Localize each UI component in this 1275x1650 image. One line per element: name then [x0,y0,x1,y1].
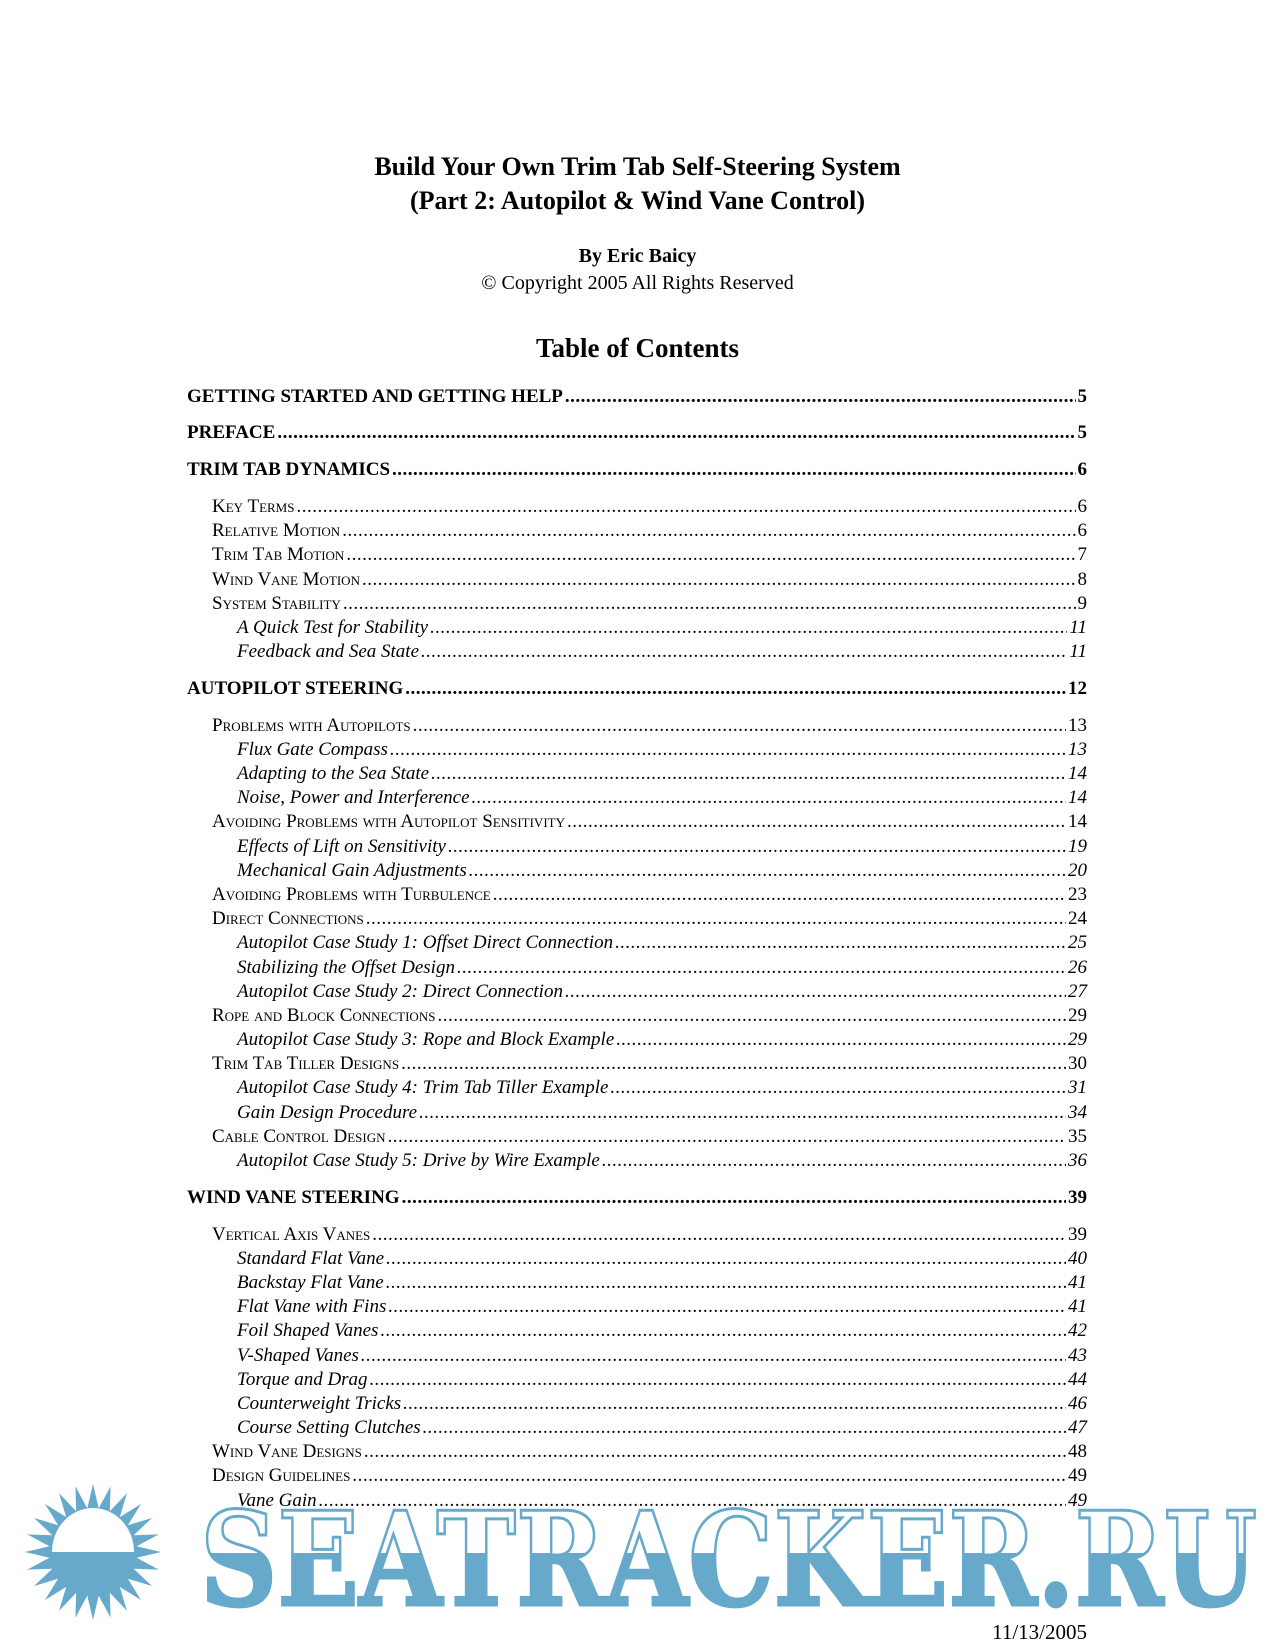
toc-entry[interactable] [187,931,1087,955]
toc-entry-page: 13 [1068,714,1087,736]
toc-entry-label: Counterweight Tricks [237,1392,402,1414]
toc-entry-label: Flux Gate Compass [237,738,388,760]
toc-entry-label: Avoiding Problems with Turbulence [212,883,491,905]
toc-entry-label: Standard Flat Vane [237,1247,385,1269]
toc-entry-page: 20 [1068,859,1087,881]
toc-entry-label: Direct Connections [212,908,364,930]
toc-entry-page: 14 [1068,787,1087,809]
toc-entry-page: 41 [1068,1296,1087,1318]
toc-entry-page: 36 [1068,1150,1087,1171]
toc-leader-dots [437,1004,1066,1028]
toc-entry[interactable] [187,907,1087,931]
toc-entry-page: 24 [1068,908,1087,930]
toc-entry[interactable] [187,543,1087,567]
toc-entry-label: Vane Gain [237,1489,317,1511]
toc-entry[interactable] [187,1247,1087,1271]
toc-entry[interactable] [187,1186,1087,1210]
toc-leader-dots [616,1028,1066,1052]
toc-entry-label: Gain Design Procedure [237,1101,418,1123]
toc-entry-label: Rope and Block Connections [212,1004,436,1026]
toc-entry-label: Autopilot Case Study 2: Direct Connection [237,980,563,1002]
toc-leader-dots [361,1344,1066,1368]
toc-entry-label: PREFACE [187,422,276,444]
toc-leader-dots [380,1319,1066,1343]
toc-entry-label: Autopilot Case Study 5: Drive by Wire Example [237,1150,600,1171]
toc-entry[interactable] [187,1295,1087,1319]
toc-leader-dots [615,931,1066,955]
toc-leader-dots [388,1125,1066,1149]
toc-entry-label: Problems with Autopilots [212,714,411,736]
toc-entry[interactable] [187,677,1087,701]
toc-entry[interactable] [187,738,1087,762]
toc-entry[interactable] [187,1271,1087,1295]
toc-entry[interactable] [187,786,1087,810]
toc-entry-page: 29 [1068,1029,1087,1051]
toc-leader-dots [386,1271,1066,1295]
toc-entry-label: Mechanical Gain Adjustments [237,859,467,881]
toc-entry[interactable] [187,385,1087,409]
document-subtitle: (Part 2: Autopilot & Wind Vane Control) [409,186,866,215]
document-title: Build Your Own Trim Tab Self-Steering System [374,152,901,181]
toc-entry-page: 39 [1068,1186,1087,1208]
toc-entry-label: Stabilizing the Offset Design [237,956,455,978]
toc-entry[interactable] [187,1052,1087,1076]
toc-entry-page: 12 [1068,677,1087,699]
toc-leader-dots [565,980,1066,1004]
toc-entry-page: 48 [1068,1441,1087,1463]
toc-leader-dots [610,1076,1066,1100]
toc-entry[interactable] [187,640,1087,664]
toc-entry-page: 49 [1068,1489,1087,1511]
toc-entry[interactable] [187,1223,1087,1247]
toc-entry[interactable] [187,592,1087,616]
toc-entry-label: Torque and Drag [237,1368,368,1390]
toc-leader-dots [419,1101,1066,1125]
toc-entry-page: 6 [1077,495,1087,517]
toc-leader-dots [565,385,1076,409]
toc-entry-page: 39 [1068,1223,1087,1245]
toc-entry-page: 35 [1068,1125,1087,1147]
toc-entry-page: 44 [1068,1368,1087,1390]
toc-entry-label: Trim Tab Tiller Designs [212,1053,400,1075]
toc-entry[interactable] [187,495,1087,519]
toc-entry-label: Relative Motion [212,520,341,542]
toc-entry-label: Avoiding Problems with Autopilot Sensitivity [212,811,565,833]
toc-leader-dots [402,1186,1066,1210]
toc-entry-label: Feedback and Sea State [237,641,420,663]
toc-leader-dots [343,592,1076,616]
toc-entry-label: Foil Shaped Vanes [237,1320,379,1342]
toc-leader-dots [401,1052,1066,1076]
toc-entry[interactable] [187,1004,1087,1028]
toc-leader-dots [366,907,1066,931]
footer-date: 11/13/2005 [992,1620,1087,1644]
toc-leader-dots [602,1149,1066,1173]
toc-entry[interactable] [187,835,1087,859]
toc-entry-label: AUTOPILOT STEERING [187,677,404,699]
toc-leader-dots [392,458,1075,482]
toc-leader-dots [457,956,1066,980]
toc-entry[interactable] [187,1416,1087,1440]
toc-entry[interactable] [187,616,1087,640]
toc-entry[interactable] [187,1319,1087,1343]
toc-entry[interactable] [187,1076,1087,1100]
toc-entry-page: 47 [1068,1417,1087,1439]
toc-entry-label: TRIM TAB DYNAMICS [187,459,391,481]
toc-entry-page: 5 [1077,422,1087,444]
toc-entry-page: 27 [1068,980,1087,1002]
toc-entry-page: 43 [1068,1344,1087,1366]
toc-entry[interactable] [187,1028,1087,1052]
toc-entry[interactable] [187,714,1087,738]
toc-entry-label: Course Setting Clutches [237,1417,421,1439]
table-of-contents [187,372,1087,1513]
toc-entry[interactable] [187,1392,1087,1416]
toc-entry-page: 41 [1068,1271,1087,1293]
toc-entry-page: 30 [1068,1053,1087,1075]
toc-entry-label: Effects of Lift on Sensitivity [237,835,446,857]
toc-entry[interactable] [187,956,1087,980]
watermark-text: SEATRACKER.RU [200,1483,1257,1620]
sun-icon [25,1484,161,1620]
toc-entry-label: Autopilot Case Study 4: Trim Tab Tiller Example [237,1077,609,1099]
toc-entry-label: GETTING STARTED AND GETTING HELP [187,385,563,407]
toc-entry-label: A Quick Test for Stability [237,616,429,638]
toc-entry[interactable] [187,568,1087,592]
toc-leader-dots [423,1416,1066,1440]
toc-entry-page: 11 [1069,641,1087,663]
toc-leader-dots [405,677,1066,701]
toc-entry[interactable] [187,1149,1087,1173]
toc-entry-page: 6 [1077,520,1087,542]
toc-entry-page: 8 [1077,568,1087,590]
toc-entry-label: WIND VANE STEERING [187,1186,400,1208]
toc-entry[interactable] [187,1344,1087,1368]
toc-entry[interactable] [187,458,1087,482]
toc-entry-page: 19 [1068,835,1087,857]
toc-entry-page: 49 [1068,1465,1087,1487]
toc-leader-dots [567,810,1066,834]
toc-entry[interactable] [187,421,1087,445]
toc-heading: Table of Contents [535,333,740,363]
toc-entry-label: Vertical Axis Vanes [212,1223,371,1245]
toc-entry-label: Key Terms [212,495,295,517]
toc-leader-dots [421,640,1067,664]
toc-leader-dots [296,495,1075,519]
toc-leader-dots [277,421,1075,445]
toc-leader-dots [413,714,1066,738]
toc-entry[interactable] [187,1125,1087,1149]
toc-leader-dots [493,883,1066,907]
toc-entry-page: 29 [1068,1004,1087,1026]
toc-entry-page: 14 [1068,763,1087,784]
toc-entry[interactable] [187,1368,1087,1392]
toc-entry-page: 42 [1068,1320,1087,1342]
toc-entry-page: 6 [1077,459,1087,481]
toc-leader-dots [372,1223,1066,1247]
toc-entry-page: 7 [1077,544,1087,566]
toc-entry-label: Noise, Power and Interference [237,787,470,809]
toc-entry-label: Wind Vane Designs [212,1441,362,1463]
toc-leader-dots [430,616,1067,640]
toc-leader-dots [469,859,1066,883]
author: By Eric Baicy [578,245,697,267]
toc-leader-dots [390,738,1066,762]
toc-entry[interactable] [187,810,1087,834]
toc-entry-label: Cable Control Design [212,1125,386,1147]
toc-entry-label: V-Shaped Vanes [237,1344,359,1366]
toc-entry-label: Autopilot Case Study 3: Rope and Block Example [237,1029,615,1051]
toc-entry[interactable] [187,883,1087,907]
toc-entry-label: Backstay Flat Vane [237,1271,384,1293]
toc-entry-page: 9 [1077,592,1087,614]
toc-leader-dots [362,568,1076,592]
toc-entry-page: 11 [1069,616,1087,638]
toc-leader-dots [388,1295,1066,1319]
copyright: © Copyright 2005 All Rights Reserved [481,272,794,294]
toc-entry-label: Adapting to the Sea State [237,763,430,784]
toc-entry-page: 40 [1068,1247,1087,1269]
toc-entry-label: Design Guidelines [212,1465,351,1487]
toc-entry[interactable] [187,519,1087,543]
toc-leader-dots [346,543,1075,567]
toc-entry[interactable] [187,980,1087,1004]
toc-leader-dots [431,762,1066,786]
toc-entry-page: 31 [1068,1077,1087,1099]
toc-leader-dots [448,835,1066,859]
toc-leader-dots [386,1247,1066,1271]
toc-entry-page: 46 [1068,1392,1087,1414]
toc-entry-page: 5 [1077,385,1087,407]
toc-entry-label: Wind Vane Motion [212,568,360,590]
toc-leader-dots [342,519,1075,543]
toc-leader-dots [472,786,1066,810]
toc-entry-page: 23 [1068,883,1087,905]
toc-leader-dots [403,1392,1066,1416]
toc-entry-page: 25 [1068,932,1087,954]
toc-entry[interactable] [187,762,1087,786]
toc-entry-page: 13 [1068,738,1087,760]
toc-leader-dots [370,1368,1066,1392]
toc-entry[interactable] [187,859,1087,883]
toc-entry-label: Flat Vane with Fins [237,1296,387,1318]
seatracker-watermark-logo [0,1460,1275,1620]
toc-entry-label: Autopilot Case Study 1: Offset Direct Connection [237,932,614,954]
toc-entry-page: 26 [1068,956,1087,978]
toc-entry-label: Trim Tab Motion [212,544,345,566]
toc-entry-page: 14 [1068,811,1087,833]
toc-entry[interactable] [187,1101,1087,1125]
toc-entry-page: 34 [1068,1101,1087,1123]
toc-entry-label: System Stability [212,592,341,614]
